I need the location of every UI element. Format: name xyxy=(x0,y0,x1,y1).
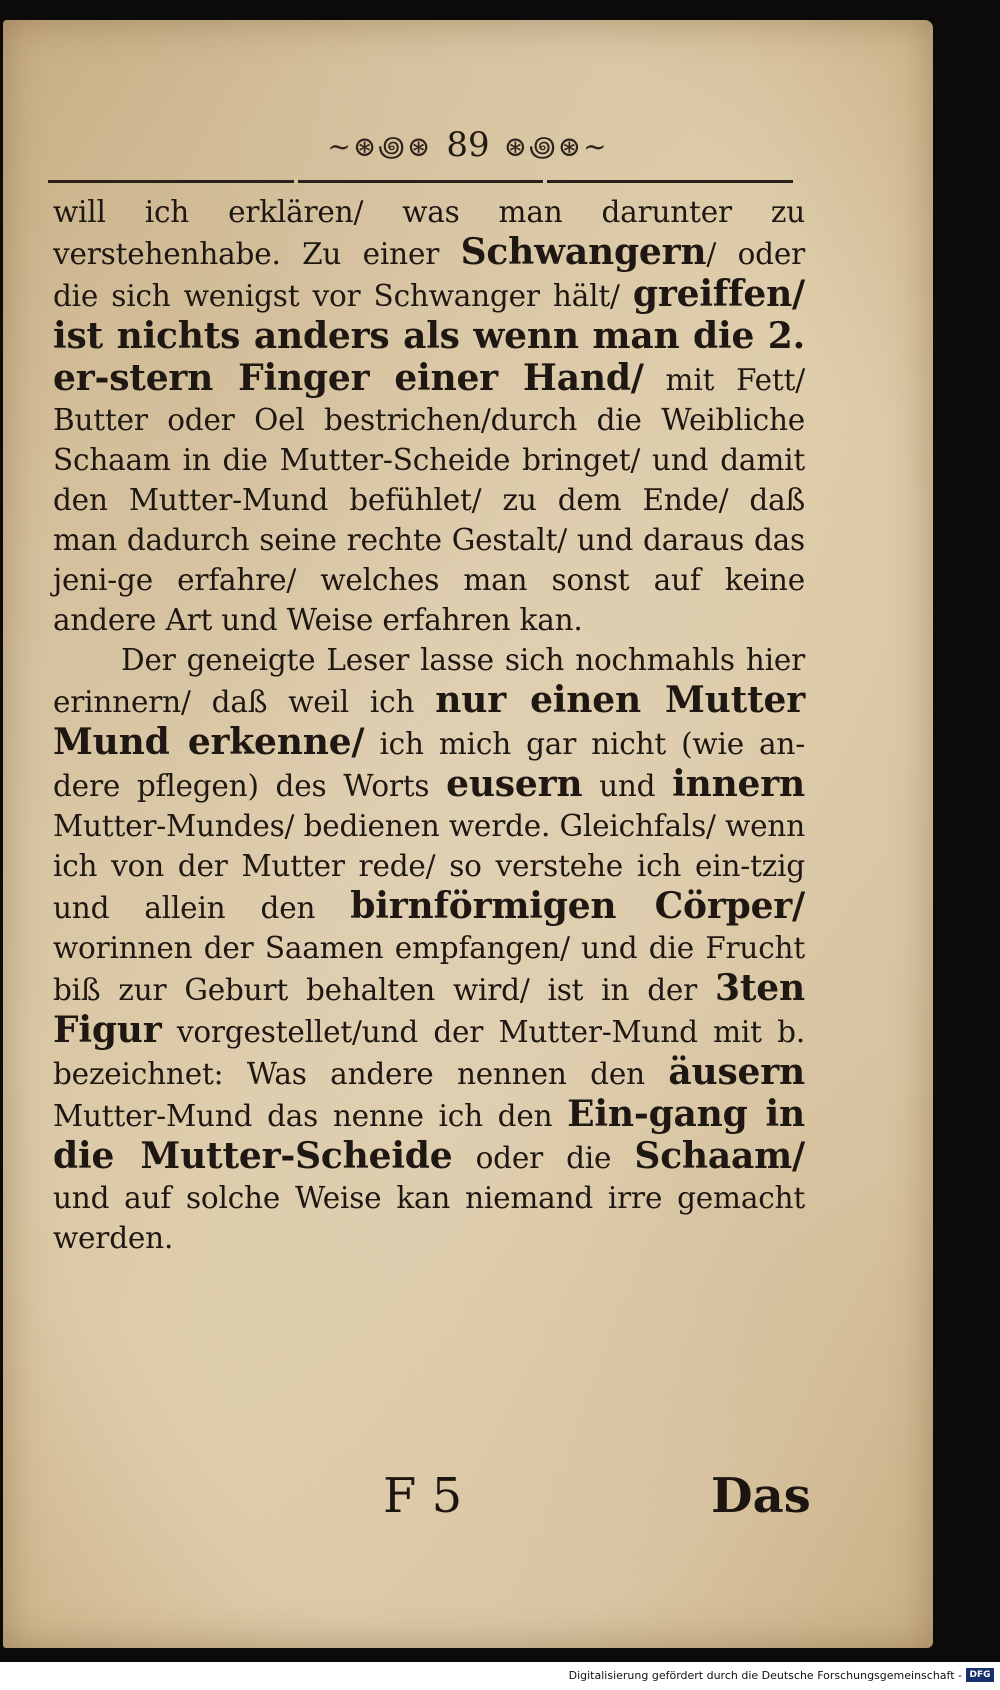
text-run: worinnen der Saamen empfangen/ und die Frucht biß zur Geburt behalten wird/ ist in der xyxy=(53,931,805,1007)
text-run: mit Fett/ Butter oder Oel bestrichen/durch die Weibliche Schaam in die Mutter-Scheide bringet/ und damit den Mutter-Mund befühlet/ zu dem Ende/ daß man dadurch seine rechte Gestalt/ und daraus das jeni-ge erfahre/ welches man sonst auf keine andere Art und Weise erfahren kan. xyxy=(53,363,805,637)
emphasized-text: birnförmigen Cörper/ xyxy=(350,885,805,927)
text-run: oder die xyxy=(452,1141,635,1175)
emphasized-text: Schaam/ xyxy=(634,1135,805,1177)
text-run: und xyxy=(582,769,673,803)
text-run: ich mich gar nicht (wie an-dere pflegen) des Worts xyxy=(53,727,806,803)
body-text xyxy=(53,192,805,1258)
ornament-right-icon: ⊛꩜⊛~ xyxy=(503,129,609,163)
rule-segment xyxy=(547,180,793,183)
emphasized-text: greiffen/ ist nichts anders als wenn man die 2. er-stern Finger einer Hand/ xyxy=(53,273,805,399)
ornament-left-icon: ~⊛꩜⊛ xyxy=(327,129,433,163)
text-run: / oder die sich wenigst vor Schwanger hält/ xyxy=(53,237,805,313)
paragraph-1 xyxy=(53,192,805,640)
text-run: habe. Zu einer xyxy=(199,237,461,271)
emphasized-text: innern xyxy=(672,763,805,805)
page-number: 89 xyxy=(446,125,490,165)
text-run: Mutter-Mund das nenne ich den xyxy=(53,1099,568,1133)
text-run: vorgestellet/und der Mutter-Mund mit b. bezeichnet: Was andere nennen den xyxy=(53,1015,805,1091)
emphasized-text: Ein-gang in die Mutter-Scheide xyxy=(53,1093,805,1177)
header-rule xyxy=(48,180,793,188)
dfg-logo-icon: DFG xyxy=(966,1668,994,1682)
credit-text: Digitalisierung gefördert durch die Deutsche Forschungsgemeinschaft - xyxy=(568,1669,962,1682)
emphasized-text: 3ten Figur xyxy=(53,967,805,1051)
rule-segment xyxy=(298,180,544,183)
rule-segment xyxy=(48,180,294,183)
catchword: Das xyxy=(711,1468,811,1524)
text-run: und auf solche Weise kan niemand irre gemacht werden. xyxy=(53,1181,805,1255)
emphasized-text: nur einen Mutter Mund erkenne/ xyxy=(53,679,805,763)
signature-mark: F 5 xyxy=(383,1468,463,1524)
credit-bar xyxy=(0,1662,1000,1690)
page-header xyxy=(3,120,933,170)
text-run: Der geneigte Leser lasse sich nochmahls hier erinnern/ daß weil ich xyxy=(53,643,805,719)
emphasized-text: äusern xyxy=(668,1051,805,1093)
paragraph-2 xyxy=(53,640,805,1258)
text-run: Mutter-Mundes/ bedienen werde. Gleichfals/ wenn ich von der Mutter rede/ so verstehe ich ein-tzig und allein den xyxy=(53,809,805,925)
emphasized-text: eusern xyxy=(446,763,583,805)
text-run: will ich erklären/ was man darunter zu verstehen xyxy=(53,195,805,271)
emphasized-text: Schwangern xyxy=(460,231,707,273)
book-page xyxy=(3,20,933,1648)
